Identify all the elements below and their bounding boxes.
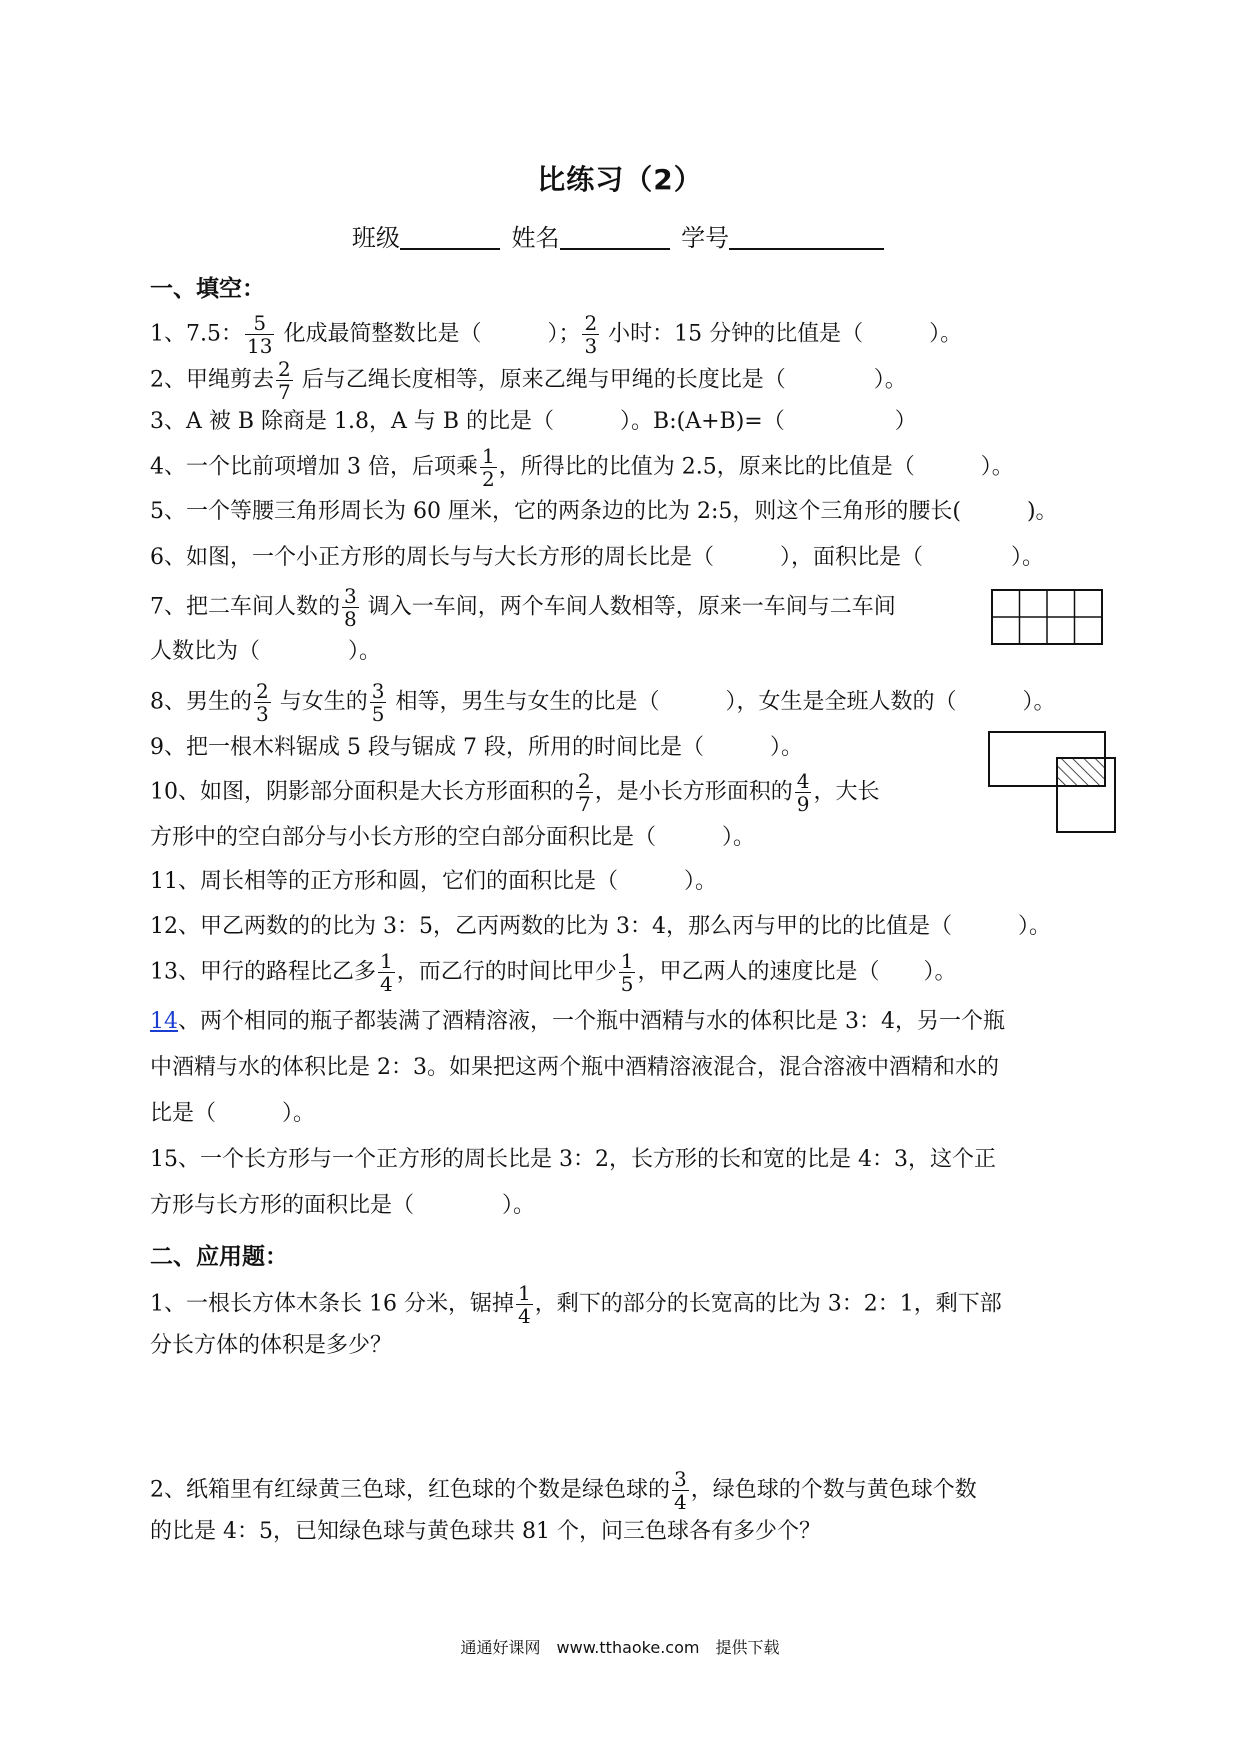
question-10 [150,770,980,815]
question-14-number-link[interactable]: 14 [150,1009,178,1034]
class-field[interactable] [400,224,500,250]
fraction: $\frac{3}{5}$ [371,679,385,726]
q8-text-b: 与女生的 [272,689,368,715]
question-9: 9、把一根木料锯成 5 段与锯成 7 段，所用的时间比是（ ）。 [150,735,803,760]
fraction: $\frac{5}{13}$ [247,311,273,358]
q2-text-a: 2、甲绳剪去 [150,367,274,393]
question-12: 12、甲乙两数的的比为 3：5，乙丙两数的比为 3：4，那么丙与甲的比的比值是（ ）。 [150,914,1051,939]
class-label: 班级 [351,224,400,252]
q13-text-a: 13、甲行的路程比乙多 [150,959,376,985]
q7-text-a: 7、把二车间人数的 [150,594,340,620]
q7-text-b: 调入一车间，两个车间人数相等，原来一车间与二车间 [360,594,896,620]
page-title: 比练习（2） [537,163,703,196]
section-fill-blank-title: 一、填空： [150,276,265,302]
fraction: $\frac{1}{4}$ [517,1281,531,1328]
q10-text-a: 10、如图，阴影部分面积是大长方形面积的 [150,779,574,805]
question-6: 6、如图，一个小正方形的周长与与大长方形的周长比是（ ），面积比是（ ）。 [150,545,1045,570]
q2-text-b: 后与乙绳长度相等，原来乙绳与甲绳的长度比是（ ）。 [294,367,907,393]
p1-text-b: ，剩下的部分的长宽高的比为 3：2：1，剩下部 [534,1291,1002,1317]
fraction: $\frac{2}{3}$ [256,679,269,726]
question-3: 3、A 被 B 除商是 1.8，A 与 B 的比是（ ）。B:(A+B)=（ ） [150,409,917,434]
p1-text-a: 1、一根长方体木条长 16 分米，锯掉 [150,1291,514,1317]
q1-text-c: 小时：15 分钟的比值是（ ）。 [601,321,963,347]
q4-text-a: 4、一个比前项增加 3 倍，后项乘 [150,454,478,480]
page-footer: 通通好课网 www.tthaoke.com 提供下载 [460,1638,780,1657]
fraction: $\frac{2}{3}$ [584,311,598,358]
problem-1-cont: 分长方体的体积是多少？ [150,1333,393,1358]
q10-text-c: ，大长 [813,779,880,805]
fraction: $\frac{4}{9}$ [796,769,810,816]
name-field[interactable] [560,224,670,250]
grid-rectangle-figure [990,588,1106,648]
student-info-row [0,218,1240,253]
question-7-cont: 人数比为（ ）。 [150,639,382,664]
id-label: 学号 [681,224,730,252]
overlapping-rectangles-figure [985,728,1121,836]
question-10-cont: 方形中的空白部分与小长方形的空白部分面积比是（ ）。 [150,825,756,850]
question-7 [150,585,990,630]
question-5: 5、一个等腰三角形周长为 60 厘米，它的两条边的比为 2:5，则这个三角形的腰长( )。 [150,499,1058,524]
problem-2-cont: 的比是 4：5，已知绿色球与黄色球共 81 个，问三色球各有多少个？ [150,1519,821,1544]
question-1 [150,312,1110,357]
q13-text-c: ，甲乙两人的速度比是（ ）。 [637,959,957,985]
id-field[interactable] [729,224,884,250]
problem-1 [150,1282,1110,1327]
fraction: $\frac{3}{4}$ [674,1467,687,1514]
question-14-cont-1: 中酒精与水的体积比是 2：3。如果把这两个瓶中酒精溶液混合，混合溶液中酒精和水的 [150,1055,999,1080]
q10-text-b: ，是小长方形面积的 [594,779,793,805]
question-15: 15、一个长方形与一个正方形的周长比是 3：2，长方形的长和宽的比是 4：3，这个正 [150,1147,996,1172]
q14-text-a: 、两个相同的瓶子都装满了酒精溶液，一个瓶中酒精与水的体积比是 3：4，另一个瓶 [178,1009,1005,1034]
question-2 [150,358,1110,403]
q8-text-a: 8、男生的 [150,689,252,715]
name-label: 姓名 [511,224,560,252]
question-14-cont-2: 比是（ ）。 [150,1101,316,1126]
fraction: $\frac{2}{7}$ [578,769,591,816]
p2-text-a: 2、纸箱里有红绿黄三色球，红色球的个数是绿色球的 [150,1477,670,1503]
fraction: $\frac{2}{7}$ [278,357,291,404]
fraction: $\frac{1}{5}$ [620,949,634,996]
fraction: $\frac{1}{2}$ [481,444,495,491]
fraction: $\frac{3}{8}$ [344,584,357,631]
q1-text-a: 1、7.5： [150,321,243,347]
question-11: 11、周长相等的正方形和圆，它们的面积比是（ ）。 [150,869,717,894]
problem-2 [150,1468,1110,1513]
q8-text-c: 相等，男生与女生的比是（ ），女生是全班人数的（ ）。 [388,689,1056,715]
q13-text-b: ，而乙行的时间比甲少 [396,959,617,985]
p2-text-b: ，绿色球的个数与黄色球个数 [690,1477,977,1503]
q4-text-b: ，所得比的比值为 2.5，原来比的比值是（ ）。 [498,454,1014,480]
fraction: $\frac{1}{4}$ [380,949,393,996]
question-14 [150,1002,1110,1042]
q1-text-b: 化成最简整数比是（ ）； [276,321,581,347]
question-15-cont: 方形与长方形的面积比是（ ）。 [150,1193,536,1218]
question-4 [150,445,1110,490]
section-application-title: 二、应用题： [150,1244,288,1270]
question-13 [150,950,1110,995]
question-8 [150,680,1110,725]
